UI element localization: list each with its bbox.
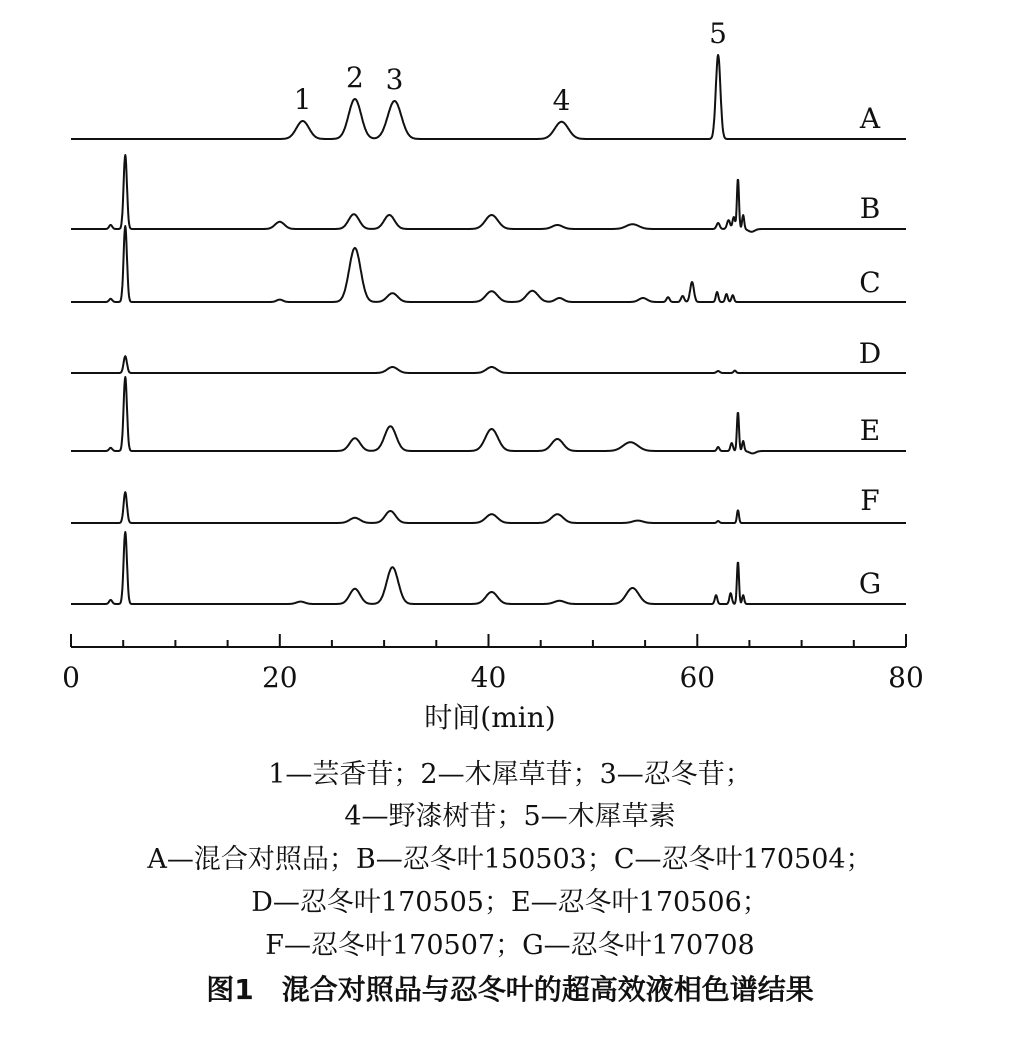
trace-d: [71, 356, 906, 373]
peak-label-3: 3: [385, 63, 404, 96]
legend-peak-line-2: 4—野漆树苷；5—木犀草素: [344, 801, 676, 832]
legend-sample-line-2: D—忍冬叶170505；E—忍冬叶170506；: [251, 887, 769, 918]
trace-a: [71, 55, 906, 139]
peak-number-labels: [294, 17, 727, 117]
x-axis: [62, 634, 924, 694]
series-label-e: E: [859, 414, 881, 447]
series-label-g: G: [858, 567, 882, 600]
trace-c: [71, 226, 906, 302]
x-tick-label: 60: [679, 661, 716, 694]
legend-sample-line-3: F—忍冬叶170507；G—忍冬叶170708: [265, 930, 755, 961]
peak-label-2: 2: [345, 61, 364, 94]
series-label-f: F: [860, 484, 880, 517]
x-axis-label: 时间(min): [424, 701, 556, 734]
figure-title: 图1 混合对照品与忍冬叶的超高效液相色谱结果: [206, 973, 814, 1006]
legend-peak-line-1: 1—芸香苷；2—木犀草苷；3—忍冬苷；: [268, 759, 752, 790]
series-labels: [859, 102, 881, 600]
trace-b: [71, 155, 906, 232]
chromatogram-traces: [71, 55, 906, 604]
trace-e: [71, 377, 906, 453]
x-tick-label: 80: [888, 661, 924, 694]
x-tick-label: 20: [261, 661, 298, 694]
series-label-a: A: [859, 102, 881, 135]
x-tick-label: 0: [62, 661, 80, 694]
x-tick-label: 40: [470, 661, 507, 694]
trace-f: [71, 492, 906, 523]
trace-g: [71, 532, 906, 604]
peak-label-4: 4: [552, 83, 571, 117]
series-label-d: D: [858, 337, 882, 370]
peak-label-5: 5: [709, 17, 728, 50]
legend-sample-line-1: A—混合对照品；B—忍冬叶150503；C—忍冬叶170504；: [147, 844, 873, 875]
peak-label-1: 1: [293, 83, 312, 116]
series-label-b: B: [859, 192, 881, 225]
series-label-c: C: [859, 266, 881, 299]
